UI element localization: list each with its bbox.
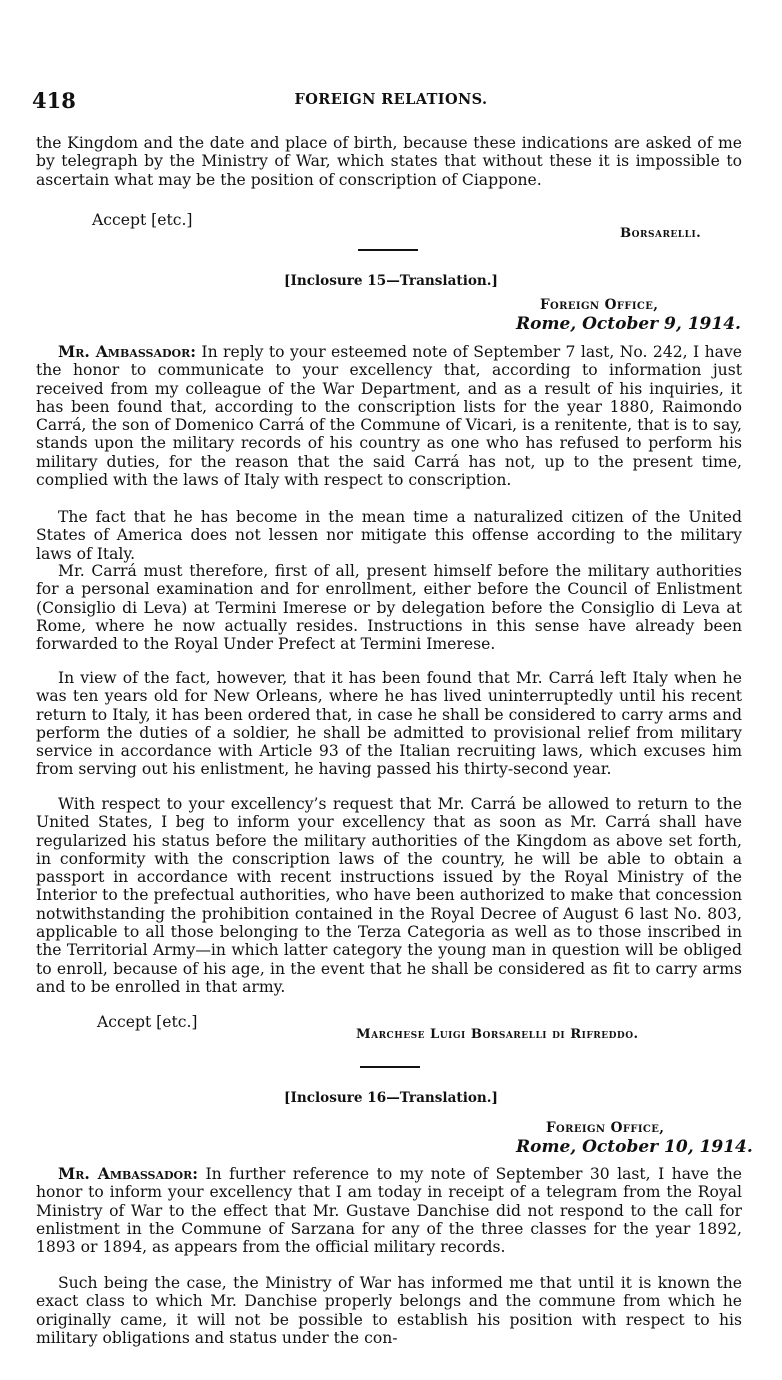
intro-paragraph: the Kingdom and the date and place of birth, because these indications are asked of me by telegraph by the Ministry of War, which states that without these it is impossible to ascertain what may be the position of conscription of Ciappone. xyxy=(36,134,742,189)
inclosure-16-paragraph-1-body: In further reference to my note of September 30 last, I have the honor to inform your excellency that I am today in receipt of a telegram from the Royal Ministry of War to the effect that Mr. Gustave Danchise did not respond to the call for enlistment in the Commune of Sarzana for any of the three classes for the year 1892, 1893 or 1894, as appears from the official military records. xyxy=(36,1165,742,1257)
inclosure-16-heading: [Inclosure 16—Translation.] xyxy=(284,1090,498,1106)
running-head: FOREIGN RELATIONS. xyxy=(294,91,488,108)
inclosure-16-salutation: Mr. Ambassador: xyxy=(58,1164,199,1183)
inclosure-15-salutation: Mr. Ambassador: xyxy=(58,342,197,361)
page-header xyxy=(32,88,750,114)
section-divider xyxy=(360,1066,420,1068)
inclosure-15-paragraph-1-body: In reply to your esteemed note of September 7 last, No. 242, I have the honor to communicate to your excellency that, according to information just received from my colleague of the War Department, and as a result of his inquiries, it has been found that, according to the conscription lists for the year 1880, Raimondo Carrá, the son of Domenico Carrá of the Commune of Vicari, is a renitente, that is to say, stands upon the military records of his country as one who has refused to perform his military duties, for the reason that the said Carrá has not, up to the present time, complied with the laws of Italy with respect to conscription. xyxy=(36,343,742,490)
inclosure-15-date: Rome, October 9, 1914. xyxy=(516,314,741,334)
section-divider xyxy=(358,249,418,251)
inclosure-16-paragraph-1 xyxy=(36,1165,742,1256)
inclosure-16-office: Foreign Office, xyxy=(546,1120,665,1136)
inclosure-15-signature: Marchese Luigi Borsarelli di Rifreddo. xyxy=(356,1027,639,1042)
inclosure-15-accept: Accept [etc.] xyxy=(97,1013,198,1031)
inclosure-15-paragraph-5: With respect to your excellency’s request that Mr. Carrá be allowed to return to the United States, I beg to inform your excellency that as soon as Mr. Carrá shall have regularized his status before the military authorities of the Kingdom as above set forth, in conformity with the conscription laws of the country, he will be able to obtain a passport in accordance with recent instructions issued by the Royal Ministry of the Interior to the prefectual authorities, who have been authorized to make that concession notwithstanding the prohibition contained in the Royal Decree of August 6 last No. 803, applicable to all those belonging to the Terza Categoria as well as to those inscribed in the Territorial Army—in which latter category the young man in question will be obliged to enroll, because of his age, in the event that he shall be considered as fit to carry arms and to be enrolled in that army. xyxy=(36,795,742,996)
inclosure-15-office: Foreign Office, xyxy=(540,297,659,313)
intro-signature: Borsarelli. xyxy=(620,226,702,241)
inclosure-15-paragraph-2: The fact that he has become in the mean time a naturalized citizen of the United States of America does not lessen nor mitigate this offense according to the military laws of Italy. xyxy=(36,508,742,563)
page-number: 418 xyxy=(32,88,76,113)
inclosure-16-paragraph-2: Such being the case, the Ministry of War has informed me that until it is known the exact class to which Mr. Danchise properly belongs and the commune from which he originally came, it will not be possible to establish his position with respect to his military obligations and status under the con- xyxy=(36,1274,742,1347)
inclosure-15-paragraph-3: Mr. Carrá must therefore, first of all, present himself before the military authorities for a personal examination and for enrollment, either before the Council of Enlistment (Consiglio di Leva) at Termini Imerese or by delegation before the Consiglio di Leva at Rome, where he now actually resides. Instructions in this sense have already been forwarded to the Royal Under Prefect at Termini Imerese. xyxy=(36,562,742,654)
inclosure-15-paragraph-4: In view of the fact, however, that it has been found that Mr. Carrá left Italy when he was ten years old for New Orleans, where he has lived uninterruptedly until his recent return to Italy, it has been ordered that, in case he shall be considered to carry arms and perform the duties of a soldier, he shall be admitted to provisional relief from military service in accordance with Article 93 of the Italian recruiting laws, which excuses him from serving out his enlistment, he having passed his thirty-second year. xyxy=(36,669,742,779)
inclosure-15-paragraph-1 xyxy=(36,343,742,489)
intro-accept: Accept [etc.] xyxy=(92,211,193,229)
inclosure-16-date: Rome, October 10, 1914. xyxy=(516,1137,753,1157)
inclosure-15-heading: [Inclosure 15—Translation.] xyxy=(284,273,498,289)
